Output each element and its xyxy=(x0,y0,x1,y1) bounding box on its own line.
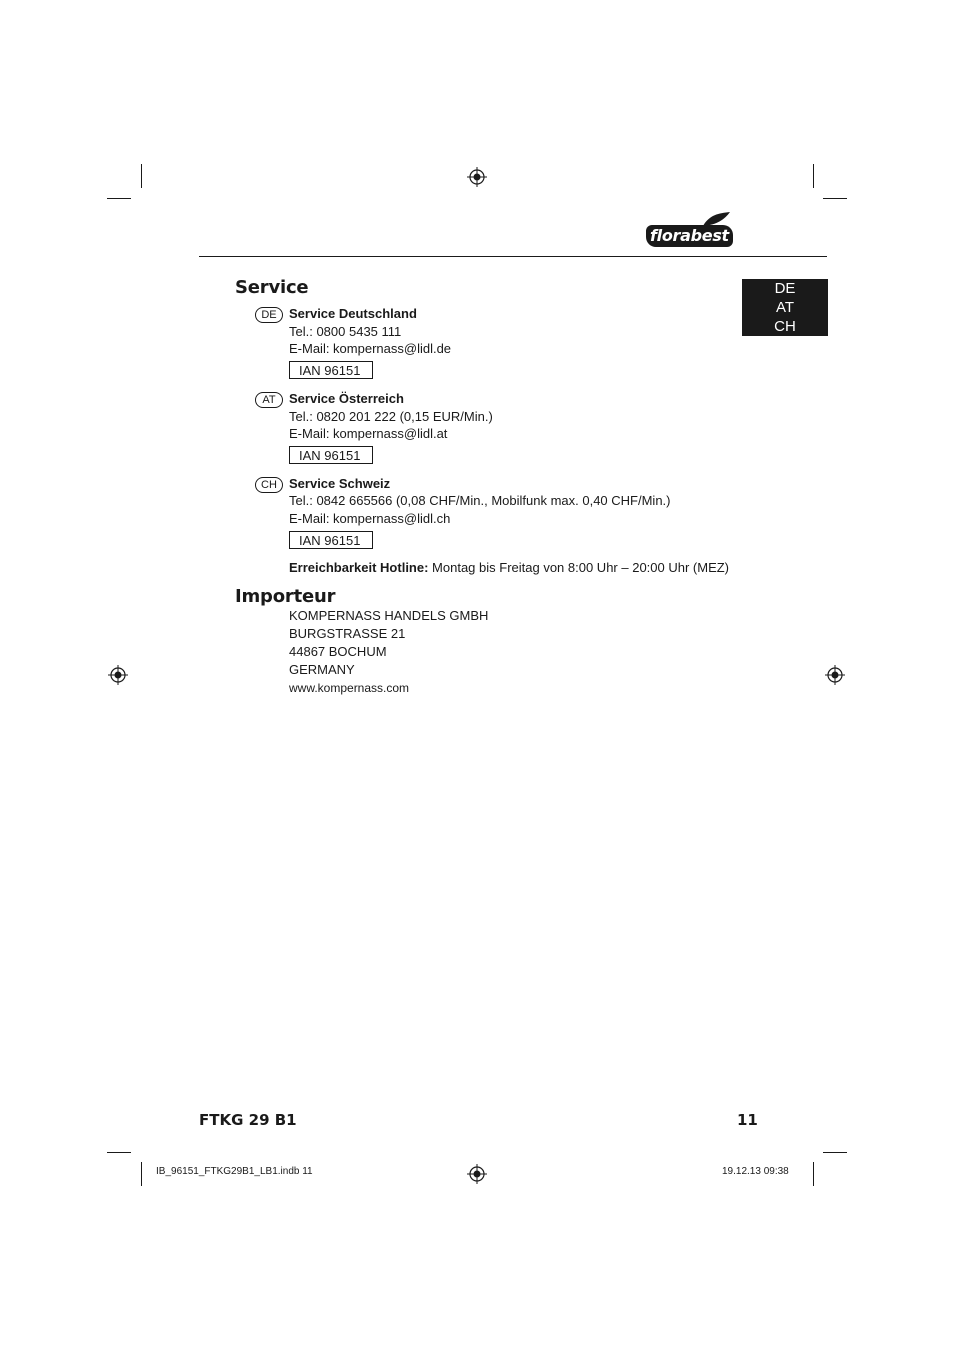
registration-mark-icon xyxy=(467,167,487,187)
florabest-logo xyxy=(641,211,733,251)
service-email: E-Mail: kompernass@lidl.ch xyxy=(289,511,451,526)
importer-website: www.kompernass.com xyxy=(289,681,410,695)
importer-line: BURGSTRASSE 21 xyxy=(289,626,406,641)
page-number: 11 xyxy=(737,1111,758,1129)
service-phone: Tel.: 0800 5435 111 xyxy=(289,324,402,339)
hotline-info xyxy=(289,560,729,576)
registration-mark-icon xyxy=(108,665,128,685)
crop-mark xyxy=(813,1162,814,1186)
service-name: Service Österreich xyxy=(289,391,404,406)
ian-box: IAN 96151 xyxy=(289,446,373,464)
service-phone: Tel.: 0820 201 222 (0,15 EUR/Min.) xyxy=(289,409,493,424)
slug-datetime: 19.12.13 09:38 xyxy=(722,1166,789,1177)
ian-box: IAN 96151 xyxy=(289,361,373,379)
crop-mark xyxy=(107,1152,131,1153)
crop-mark xyxy=(141,1162,142,1186)
lang-code: AT xyxy=(775,299,795,316)
service-name: Service Deutschland xyxy=(289,306,417,321)
country-badge-at: AT xyxy=(255,392,283,408)
service-name: Service Schweiz xyxy=(289,476,391,491)
model-number: FTKG 29 B1 xyxy=(199,1111,297,1129)
importer-line: KOMPERNASS HANDELS GMBH xyxy=(289,608,489,623)
crop-mark xyxy=(107,198,131,199)
service-heading: Service xyxy=(235,277,309,298)
crop-mark xyxy=(141,164,142,188)
header-divider xyxy=(199,256,827,257)
service-phone: Tel.: 0842 665566 (0,08 CHF/Min., Mobilfunk max. 0,40 CHF/Min.) xyxy=(289,493,671,508)
importer-line: GERMANY xyxy=(289,662,355,677)
crop-mark xyxy=(813,164,814,188)
crop-mark xyxy=(823,198,847,199)
hotline-hours: Montag bis Freitag von 8:00 Uhr – 20:00 Uhr (MEZ) xyxy=(428,560,730,575)
registration-mark-icon xyxy=(825,665,845,685)
lang-code: CH xyxy=(774,318,796,335)
lang-code: DE xyxy=(774,280,796,297)
service-email: E-Mail: kompernass@lidl.at xyxy=(289,426,448,441)
service-email: E-Mail: kompernass@lidl.de xyxy=(289,341,452,356)
slug-filename: IB_96151_FTKG29B1_LB1.indb 11 xyxy=(156,1166,313,1177)
importer-line: 44867 BOCHUM xyxy=(289,644,387,659)
ian-box: IAN 96151 xyxy=(289,531,373,549)
crop-mark xyxy=(823,1152,847,1153)
hotline-label: Erreichbarkeit Hotline: xyxy=(289,560,429,575)
importer-heading: Importeur xyxy=(235,586,336,607)
country-badge-ch: CH xyxy=(255,477,283,493)
country-badge-de: DE xyxy=(255,307,283,323)
registration-mark-icon xyxy=(467,1164,487,1184)
language-tab xyxy=(742,279,828,336)
logo-wordmark: florabest xyxy=(646,225,733,247)
